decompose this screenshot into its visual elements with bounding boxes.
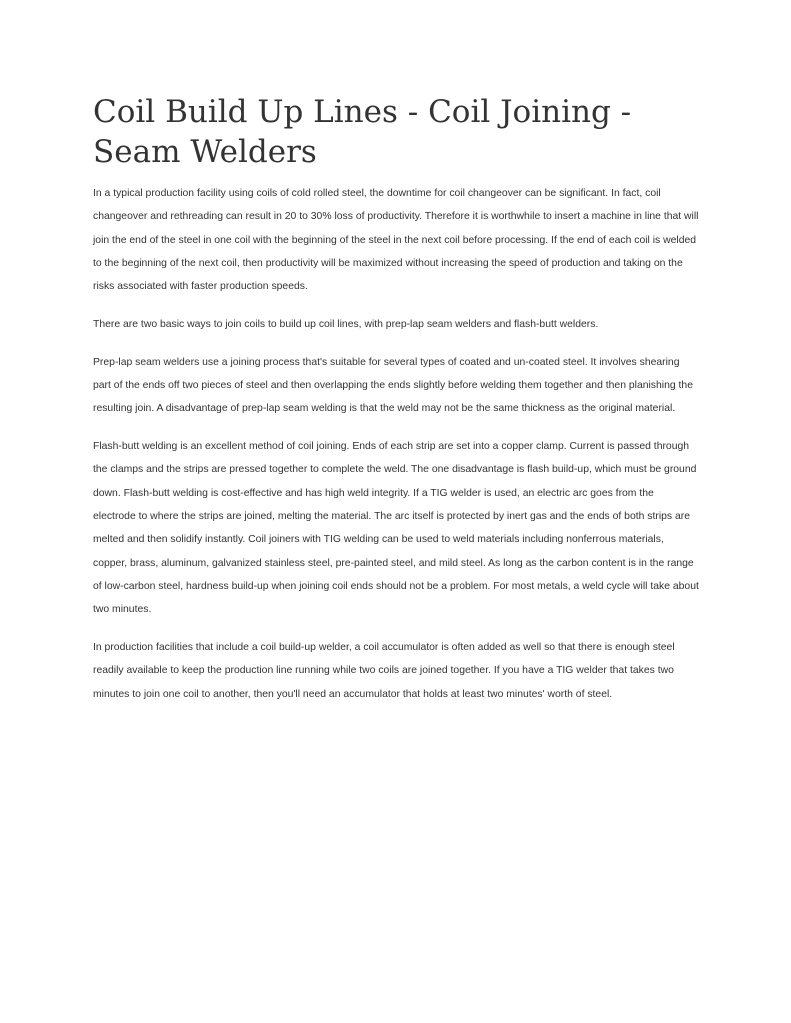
- paragraph-join-methods: There are two basic ways to join coils to build up coil lines, with prep-lap seam welders and flash-butt welders.: [93, 318, 599, 330]
- paragraph-intro: In a typical production facility using coils of cold rolled steel, the downtime for coil changeover can be significant. In fact, coil changeover and rethreading can result in 20 to 30% loss of productivity. Therefore it is worthwhile to insert a machine in line that will join the end of the steel in one coil with the beginning of the steel in the next coil before processing. If the end of each coil is welded to the beginning of the next coil, then productivity will be maximized without increasing the speed of production and taking on the risks associated with faster production speeds.: [93, 188, 699, 293]
- paragraph-flash-butt: Flash-butt welding is an excellent method of coil joining. Ends of each strip are set into a copper clamp. Current is passed through the clamps and the strips are pressed together to complete the weld. The one disadvantage is flash build-up, which must be ground down. Flash-butt welding is cost-effective and has high weld integrity. If a TIG welder is used, an electric arc goes from the electrode to where the strips are joined, melting the material. The arc itself is protected by inert gas and the ends of both strips are melted and then solidify instantly. Coil joiners with TIG welding can be used to weld materials including nonferrous materials, copper, brass, aluminum, galvanized stainless steel, pre-painted steel, and mild steel. As long as the carbon content is in the range of low-carbon steel, hardness build-up when joining coil ends should not be a problem. For most metals, a weld cycle will take about two minutes.: [93, 441, 699, 616]
- paragraph-prep-lap: Prep-lap seam welders use a joining process that's suitable for several types of coated and un-coated steel. It involves shearing part of the ends off two pieces of steel and then overlapping the ends slightly before welding them together and then planishing the resulting join. A disadvantage of prep-lap seam welding is that the weld may not be the same thickness as the original material.: [93, 356, 693, 415]
- page-title: Coil Build Up Lines - Coil Joining - Seam Welders: [93, 94, 632, 170]
- paragraph-accumulator: In production facilities that include a coil build-up welder, a coil accumulator is often added as well so that there is enough steel readily available to keep the production line running while two coils are joined together. If you have a TIG welder that takes two minutes to join one coil to another, then you'll need an accumulator that holds at least two minutes' worth of steel.: [93, 642, 675, 700]
- document-page: [93, 92, 699, 706]
